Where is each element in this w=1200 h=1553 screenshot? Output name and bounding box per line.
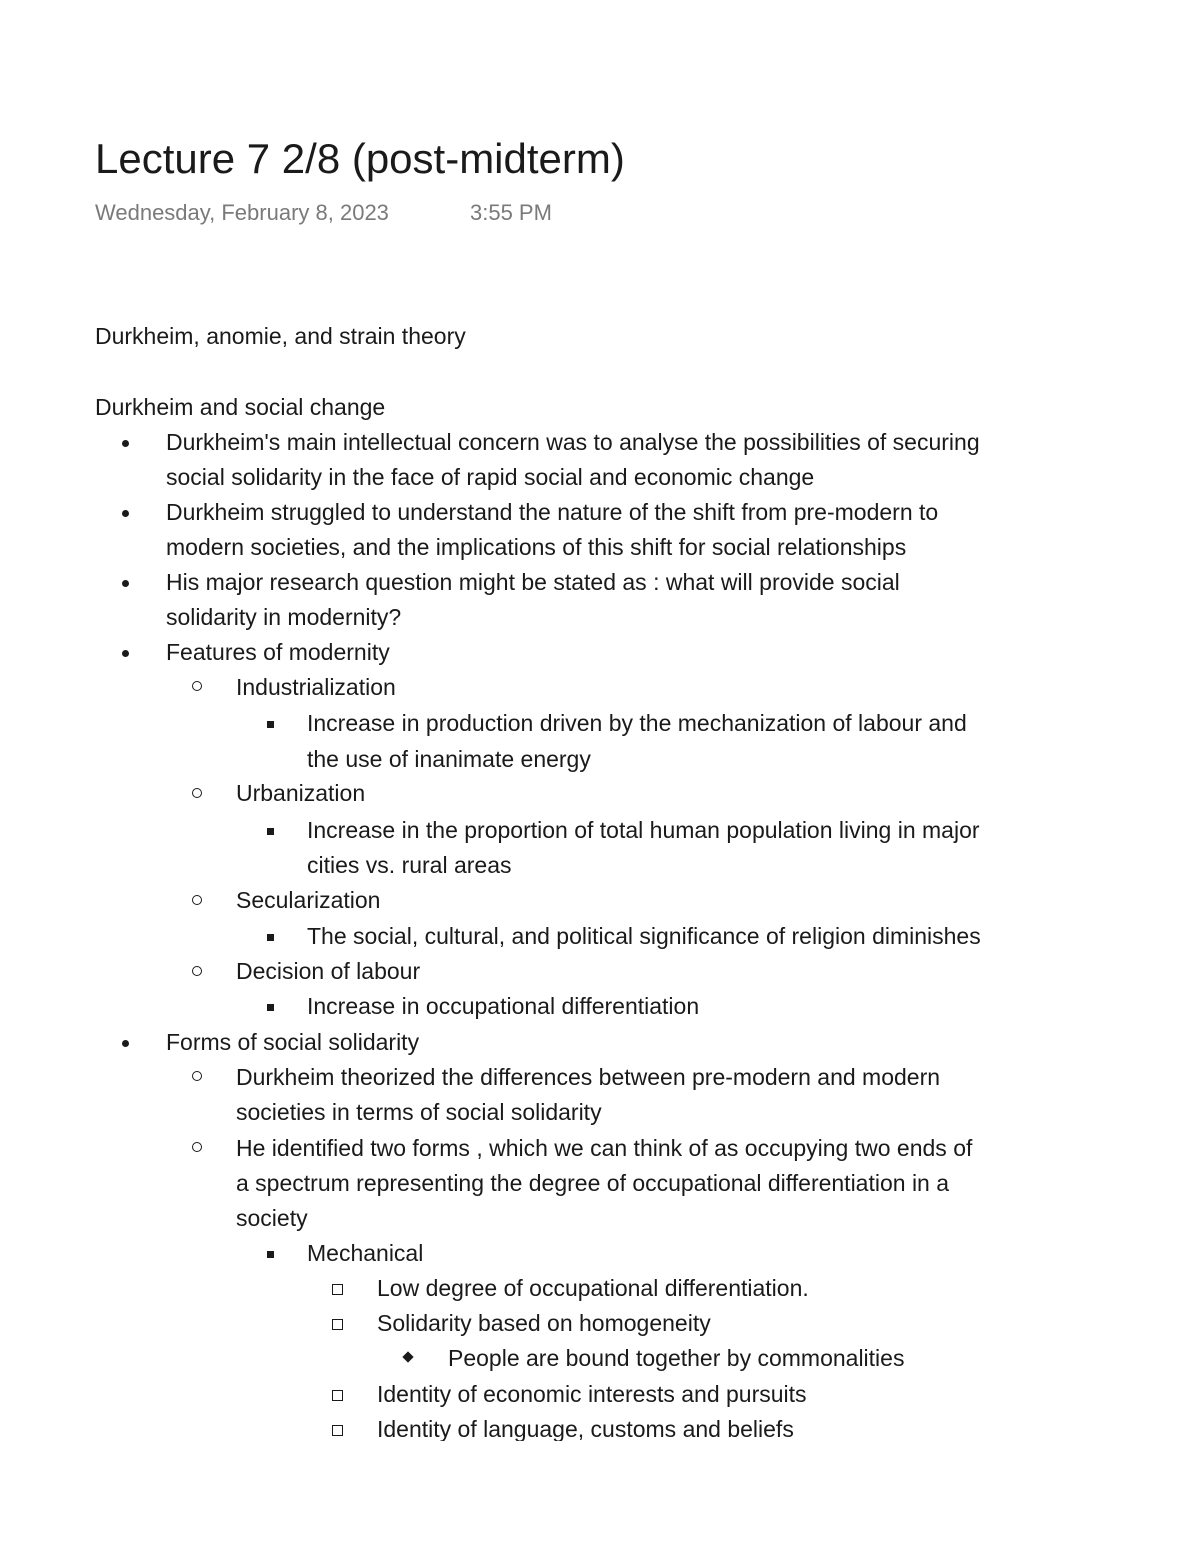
bullet-circle-icon: [192, 1071, 202, 1081]
list-item: Features of modernity: [166, 639, 390, 665]
list-item: Increase in the proportion of total human population living in major: [307, 817, 980, 843]
section-heading: Durkheim, anomie, and strain theory: [95, 323, 466, 349]
list-item: cities vs. rural areas: [307, 852, 512, 878]
bullet-circle-icon: [192, 681, 202, 691]
list-item: Secularization: [236, 887, 381, 913]
list-item: Durkheim struggled to understand the nature of the shift from pre-modern to: [166, 499, 939, 525]
bullet-circle-icon: [192, 788, 202, 798]
list-item: People are bound together by commonalities: [448, 1345, 905, 1371]
list-item: He identified two forms , which we can think of as occupying two ends of: [236, 1135, 973, 1161]
list-item: Low degree of occupational differentiation.: [377, 1275, 809, 1301]
bullet-circle-icon: [192, 895, 202, 905]
bullet-square-icon: [267, 721, 274, 728]
page-title: Lecture 7 2/8 (post-midterm): [95, 135, 625, 182]
bullet-circle-icon: [192, 1142, 202, 1152]
list-item: Identity of economic interests and pursuits: [377, 1381, 807, 1407]
list-item: Durkheim's main intellectual concern was to analyse the possibilities of securing: [166, 429, 980, 455]
bullet-square-icon: [267, 828, 274, 835]
bullet-dot-icon: [122, 510, 129, 517]
list-item: Durkheim theorized the differences between pre-modern and modern: [236, 1064, 941, 1090]
list-item: societies in terms of social solidarity: [236, 1099, 602, 1125]
list-item: Identity of language, customs and beliefs: [377, 1416, 794, 1441]
list-item: Industrialization: [236, 674, 396, 700]
bullet-checkbox-icon: [332, 1319, 343, 1330]
list-item: solidarity in modernity?: [166, 604, 402, 630]
list-item: The social, cultural, and political significance of religion diminishes: [307, 923, 981, 949]
list-item: a spectrum representing the degree of occupational differentiation in a: [236, 1170, 950, 1196]
note-date: Wednesday, February 8, 2023: [95, 200, 389, 225]
list-item: Decision of labour: [236, 958, 421, 984]
list-item: Mechanical: [307, 1240, 424, 1266]
list-item: social solidarity in the face of rapid social and economic change: [166, 464, 815, 490]
list-item: modern societies, and the implications of this shift for social relationships: [166, 534, 907, 560]
list-item: Forms of social solidarity: [166, 1029, 420, 1055]
bullet-checkbox-icon: [332, 1425, 343, 1436]
bullet-checkbox-icon: [332, 1390, 343, 1401]
bullet-dot-icon: [122, 580, 129, 587]
list-item: Increase in production driven by the mechanization of labour and: [307, 710, 967, 736]
bullet-circle-icon: [192, 966, 202, 976]
list-item: Urbanization: [236, 780, 366, 806]
list-item: the use of inanimate energy: [307, 746, 591, 772]
bullet-checkbox-icon: [332, 1284, 343, 1295]
bullet-square-icon: [267, 934, 274, 941]
list-item: Increase in occupational differentiation: [307, 993, 700, 1019]
note-time: 3:55 PM: [470, 200, 552, 225]
list-item: society: [236, 1205, 308, 1231]
bullet-diamond-icon: [402, 1351, 413, 1362]
bullet-square-icon: [267, 1251, 274, 1258]
list-item: His major research question might be stated as : what will provide social: [166, 569, 900, 595]
bullet-dot-icon: [122, 650, 129, 657]
section-heading: Durkheim and social change: [95, 394, 386, 420]
note-metadata: [95, 198, 552, 228]
bullet-dot-icon: [122, 440, 129, 447]
list-item: Solidarity based on homogeneity: [377, 1310, 711, 1336]
bullet-dot-icon: [122, 1040, 129, 1047]
bullet-square-icon: [267, 1004, 274, 1011]
